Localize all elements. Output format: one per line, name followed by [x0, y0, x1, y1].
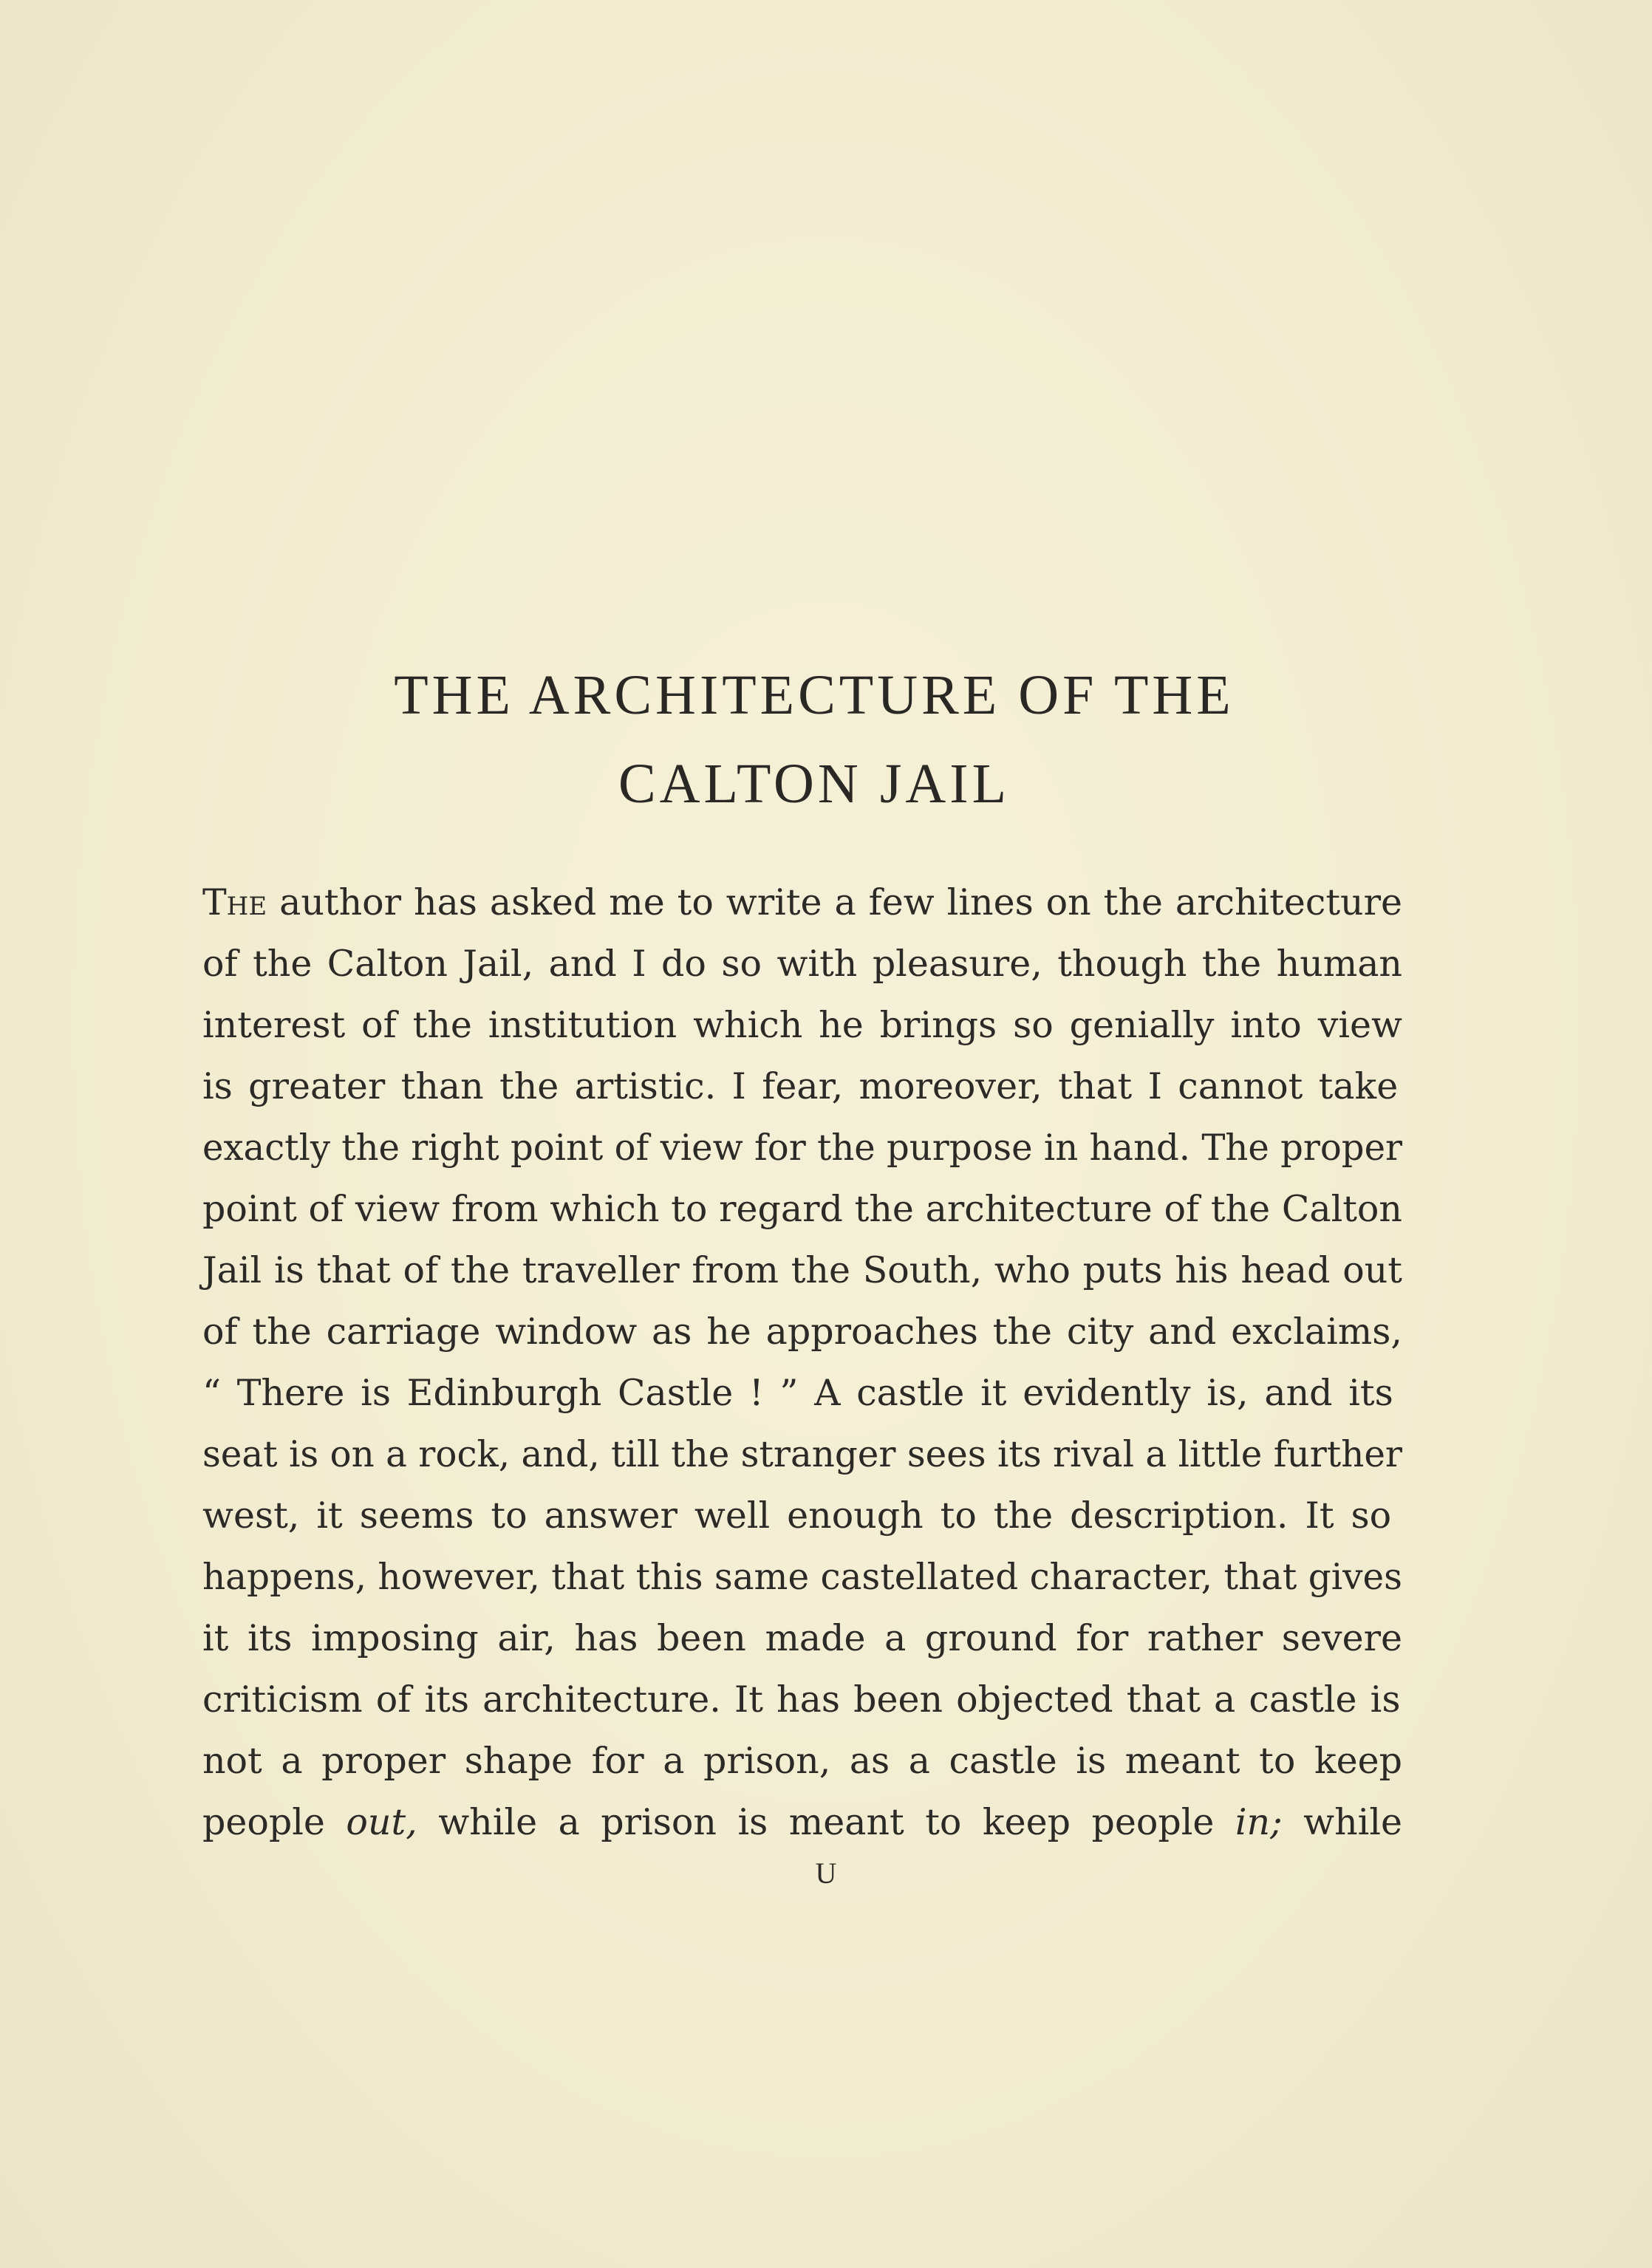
- text-line: point of view from which to regard the architecture of the Calton: [202, 1188, 1402, 1230]
- text-line: happens, however, that this same castellated character, that gives: [202, 1556, 1402, 1598]
- text-line: of the carriage window as he approaches the city and exclaims,: [202, 1311, 1402, 1353]
- text-line-last: people out, while a prison is meant to keep people in; while: [202, 1801, 1402, 1843]
- text-line: criticism of its architecture. It has been objected that a castle is: [202, 1678, 1401, 1721]
- text-line: west, it seems to answer well enough to the description. It so: [202, 1495, 1392, 1537]
- text-line: Jail is that of the traveller from the South, who puts his head out: [202, 1249, 1402, 1291]
- body-paragraph: [202, 872, 1402, 1853]
- text-line: seat is on a rock, and, till the stranger sees its rival a little further: [202, 1433, 1402, 1475]
- signature-mark: U: [815, 1857, 837, 1890]
- text-line: is greater than the artistic. I fear, moreover, that I cannot take: [202, 1065, 1399, 1107]
- first-word: The: [202, 881, 267, 923]
- italic-in: in;: [1235, 1801, 1283, 1843]
- page-title-line-1: THE ARCHITECTURE OF THE: [394, 664, 1235, 726]
- text-line: The author has asked me to write a few lines on the architecture: [202, 881, 1402, 923]
- text-line: it its imposing air, has been made a ground for rather severe: [202, 1617, 1402, 1659]
- text-line: exactly the right point of view for the purpose in hand. The proper: [202, 1127, 1402, 1169]
- page-title-line-2: CALTON JAIL: [618, 753, 1011, 815]
- text-line: of the Calton Jail, and I do so with pleasure, though the human: [202, 943, 1402, 985]
- text-line: “ There is Edinburgh Castle ! ” A castle it evidently is, and its: [202, 1372, 1393, 1414]
- italic-out: out,: [346, 1801, 417, 1843]
- text-line: not a proper shape for a prison, as a castle is meant to keep: [202, 1740, 1402, 1782]
- text-line: interest of the institution which he brings so genially into view: [202, 1004, 1402, 1046]
